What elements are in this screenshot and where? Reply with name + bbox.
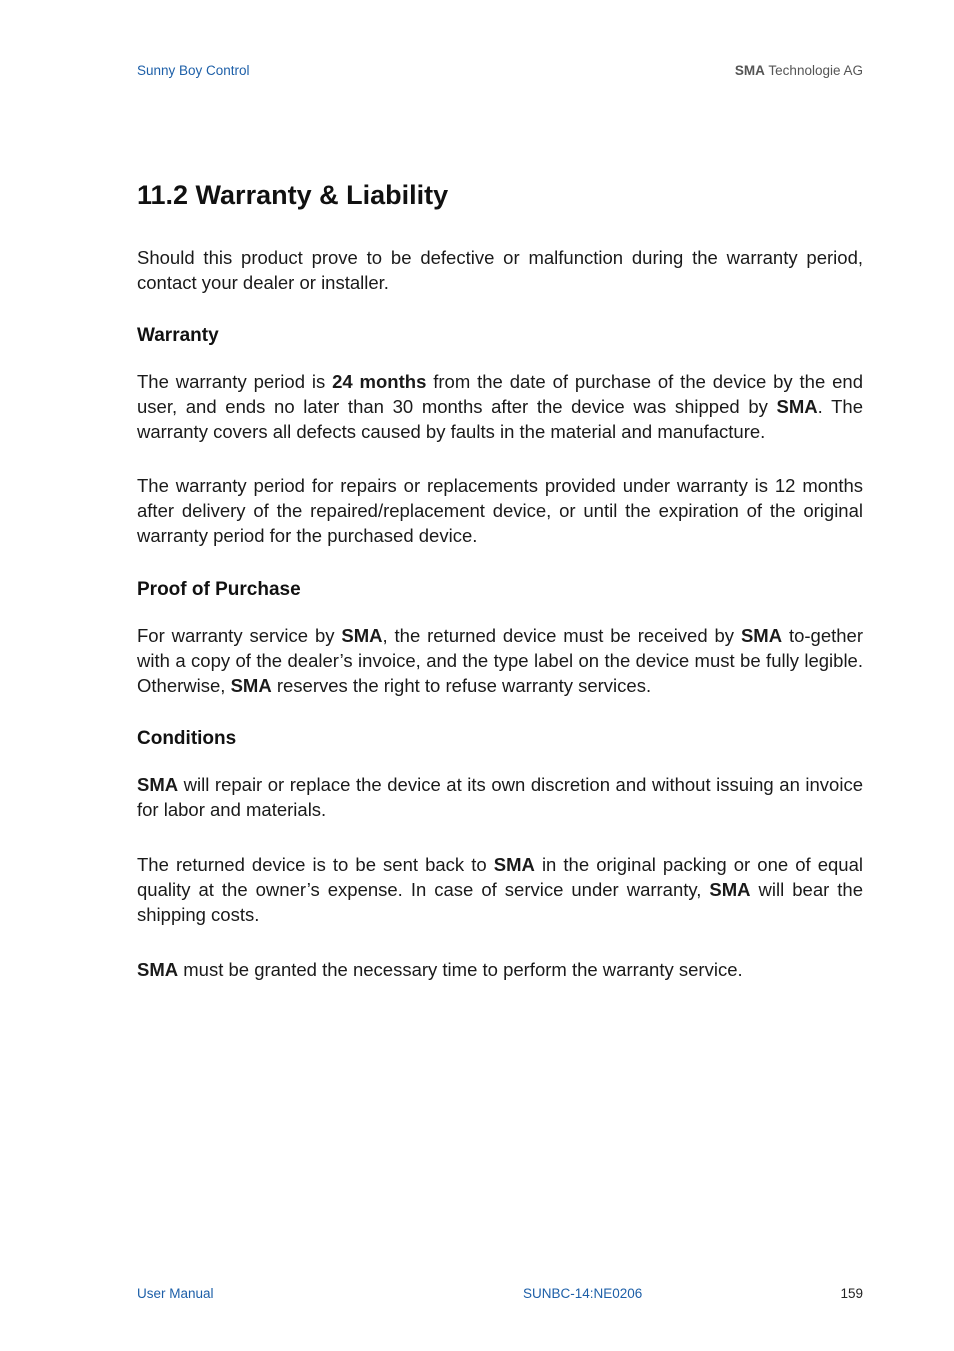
conditions-paragraph-3: SMA must be granted the necessary time to perform the warranty service. [137,959,743,980]
running-header-company [735,63,863,78]
warranty-paragraph-2: The warranty period for repairs or replacements provided under warranty is 12 months after delivery of the repaired/replacement device, or until the expiration of the original warranty period for the purchased device. [137,475,863,546]
conditions-paragraph-2: The returned device is to be sent back to SMA in the original packing or one of equal quality at the owner’s expense. In case of service under warranty, SMA will bear the shipping costs. [137,854,863,925]
warranty-paragraph-1: The warranty period is 24 months from the date of purchase of the device by the end user, and ends no later than 30 months after the device was shipped by SMA. The warranty covers all defects caused by faults in the material and manufacture. [137,371,863,442]
bold-run: SMA [230,675,272,696]
bold-run: SMA [740,625,783,646]
intro-paragraph: Should this product prove to be defective or malfunction during the warranty period, contact your dealer or installer. [137,247,863,293]
proof-paragraph: For warranty service by SMA, the returned device must be received by SMA to-gether with a copy of the dealer’s invoice, and the type label on the device must be fully legible. Otherwise, SMA reserves the right to refuse warranty services. [137,625,864,696]
bold-run: SMA [709,879,751,900]
company-brand: SMA [734,63,765,78]
bold-run: SMA [341,625,383,646]
warranty-heading: Warranty [137,325,219,346]
bold-run: SMA [493,854,535,875]
footer-document-code: SUNBC-14:NE0206 [523,1286,643,1301]
bold-run: SMA [776,396,818,417]
running-header-title: Sunny Boy Control [137,63,250,78]
bold-run: SMA [137,959,179,980]
company-name-rest: Technologie AG [764,63,863,78]
proof-heading: Proof of Purchase [137,579,301,600]
section-title: 11.2 Warranty & Liability [137,180,449,210]
conditions-paragraph-1: SMA will repair or replace the device at its own discretion and without issuing an invoice for labor and materials. [137,774,863,820]
bold-run: 24 months [332,371,427,392]
footer-manual-label: User Manual [137,1286,214,1301]
bold-run: SMA [137,774,179,795]
conditions-heading: Conditions [137,728,237,749]
page-number: 159 [840,1286,863,1301]
